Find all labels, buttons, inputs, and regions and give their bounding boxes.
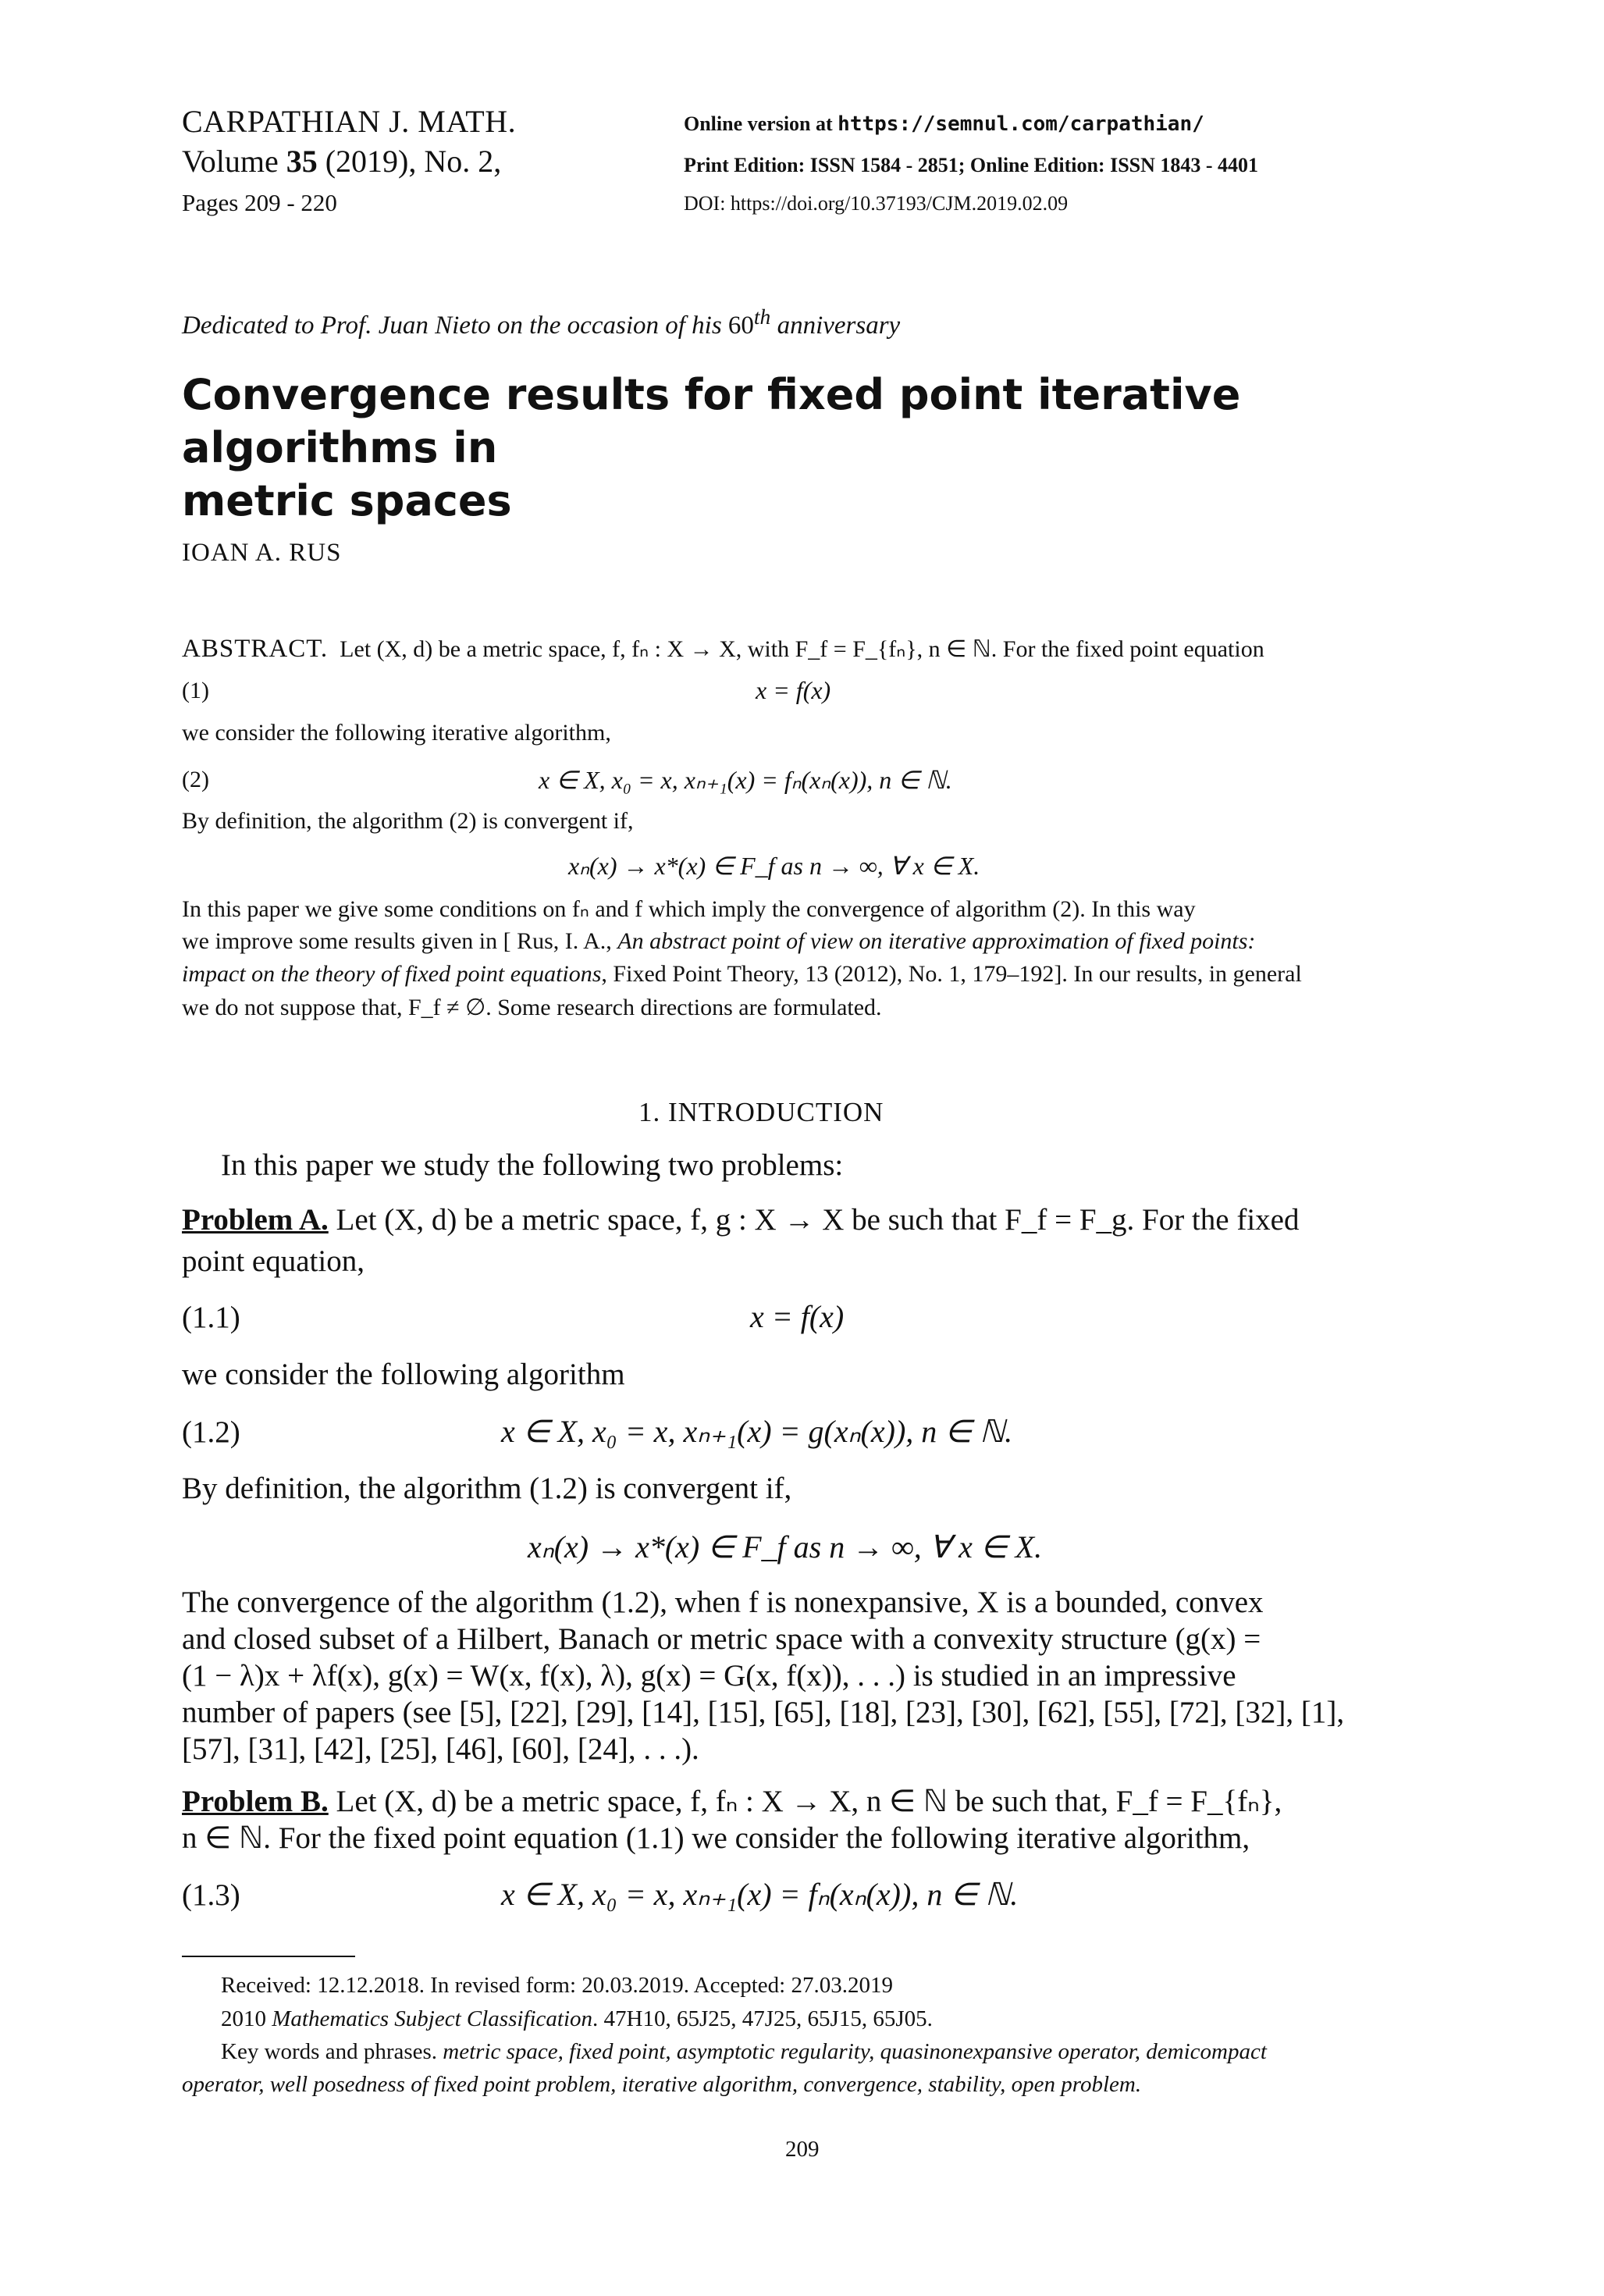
abstract-line3: By definition, the algorithm (2) is convergent if, — [182, 808, 634, 834]
page-number: 209 — [785, 2137, 820, 2162]
eq11-number: (1.1) — [182, 1301, 240, 1334]
abstract-para1: In this paper we give some conditions on fₙ and f which imply the convergence of algorithm (2). In this way — [182, 896, 1196, 922]
eq2: x ∈ X, x₀ = x, xₙ₊₁(x) = fₙ(xₙ(x)), n ∈ ℕ. — [539, 766, 952, 794]
eq12-number: (1.2) — [182, 1415, 240, 1449]
footnote-msc: 2010 Mathematics Subject Classification. 47H10, 65J25, 47J25, 65J15, 65J05. — [221, 2006, 933, 2031]
problem-a: Problem A. Let (X, d) be a metric space, f, g : X → X be such that F_f = F_g. For the fixed — [182, 1203, 1300, 1237]
intro-line1: In this paper we study the following two problems: — [221, 1148, 844, 1182]
intro-p5: [57], [31], [42], [25], [46], [60], [24], . . .). — [182, 1732, 699, 1766]
eq-convergence: xₙ(x) → x*(x) ∈ F_f as n → ∞, ∀ x ∈ X. — [528, 1529, 1043, 1564]
intro-p4: number of papers (see [5], [22], [29], [14], [15], [65], [18], [23], [30], [62], [55], [72], [32], [1], — [182, 1696, 1345, 1729]
intro-p3: (1 − λ)x + λf(x), g(x) = W(x, f(x), λ), g(x) = G(x, f(x)), . . .) is studied in an impressive — [182, 1659, 1236, 1693]
pages-info: Pages 209 - 220 — [182, 189, 337, 216]
print-edition: Print Edition: ISSN 1584 - 2851; Online Edition: ISSN 1843 - 4401 — [684, 154, 1259, 176]
problem-b-line2: n ∈ ℕ. For the fixed point equation (1.1) we consider the following iterative algorithm, — [182, 1821, 1250, 1855]
abstract-para3: impact on the theory of fixed point equations, Fixed Point Theory, 13 (2012), No. 1, 179–192]. In our results, in general — [182, 961, 1302, 987]
eq13: x ∈ X, x₀ = x, xₙ₊₁(x) = fₙ(xₙ(x)), n ∈ ℕ. — [501, 1877, 1019, 1912]
footnote-keywords: Key words and phrases. metric space, fixed point, asymptotic regularity, quasinonexpansive operator, demicompact — [221, 2039, 1267, 2064]
online-version: Online version at https://semnul.com/carpathian/ — [684, 112, 1204, 136]
paper-title: Convergence results for fixed point iterative algorithms in metric spaces — [182, 370, 1241, 525]
eq13-number: (1.3) — [182, 1878, 240, 1912]
intro-line3: we consider the following algorithm — [182, 1358, 625, 1391]
problem-a-line2: point equation, — [182, 1244, 365, 1278]
section-heading: 1. INTRODUCTION — [638, 1097, 884, 1127]
intro-p1: The convergence of the algorithm (1.2), when f is nonexpansive, X is a bounded, convex — [182, 1586, 1264, 1619]
eq1-number: (1) — [182, 678, 209, 703]
footnote-received: Received: 12.12.2018. In revised form: 20.03.2019. Accepted: 27.03.2019 — [221, 1973, 893, 1998]
author: IOAN A. RUS — [182, 539, 342, 567]
online-url[interactable]: https://semnul.com/carpathian/ — [838, 112, 1204, 136]
footnote-rule — [182, 1956, 355, 1957]
problem-b-label: Problem B. — [182, 1785, 329, 1818]
problem-b: Problem B. Let (X, d) be a metric space, f, fₙ : X → X, n ∈ ℕ be such that, F_f = F_{fₙ}, — [182, 1785, 1282, 1818]
eq11: x = f(x) — [750, 1299, 845, 1334]
dedication: Dedicated to Prof. Juan Nieto on the occasion of his 60th anniversary — [182, 304, 901, 340]
problem-a-label: Problem A. — [182, 1203, 329, 1237]
abstract-para2: we improve some results given in [ Rus, I. A., An abstract point of view on iterative approximation of fixed points: — [182, 928, 1256, 954]
eq1: x = f(x) — [756, 676, 831, 704]
footnote-keywords-line2: operator, well posedness of fixed point problem, iterative algorithm, convergence, stability, open problem. — [182, 2072, 1142, 2097]
eq2-number: (2) — [182, 767, 209, 792]
eq12: x ∈ X, x₀ = x, xₙ₊₁(x) = g(xₙ(x)), n ∈ ℕ. — [501, 1414, 1013, 1449]
doi[interactable]: DOI: https://doi.org/10.37193/CJM.2019.02.09 — [684, 192, 1069, 215]
intro-line4: By definition, the algorithm (1.2) is convergent if, — [182, 1472, 792, 1505]
journal-name: CARPATHIAN J. MATH. — [182, 104, 517, 139]
abstract-line1: ABSTRACT. Let (X, d) be a metric space, f, fₙ : X → X, with F_f = F_{fₙ}, n ∈ ℕ. For the fixed point equation — [182, 635, 1264, 663]
eq3: xₙ(x) → x*(x) ∈ F_f as n → ∞, ∀ x ∈ X. — [568, 852, 980, 880]
intro-p2: and closed subset of a Hilbert, Banach or metric space with a convexity structure (g(x) = — [182, 1622, 1261, 1656]
abstract-para4: we do not suppose that, F_f ≠ ∅. Some research directions are formulated. — [182, 995, 882, 1020]
abstract-line2: we consider the following iterative algorithm, — [182, 720, 611, 746]
volume-info: Volume 35 (2019), No. 2, — [182, 144, 502, 179]
